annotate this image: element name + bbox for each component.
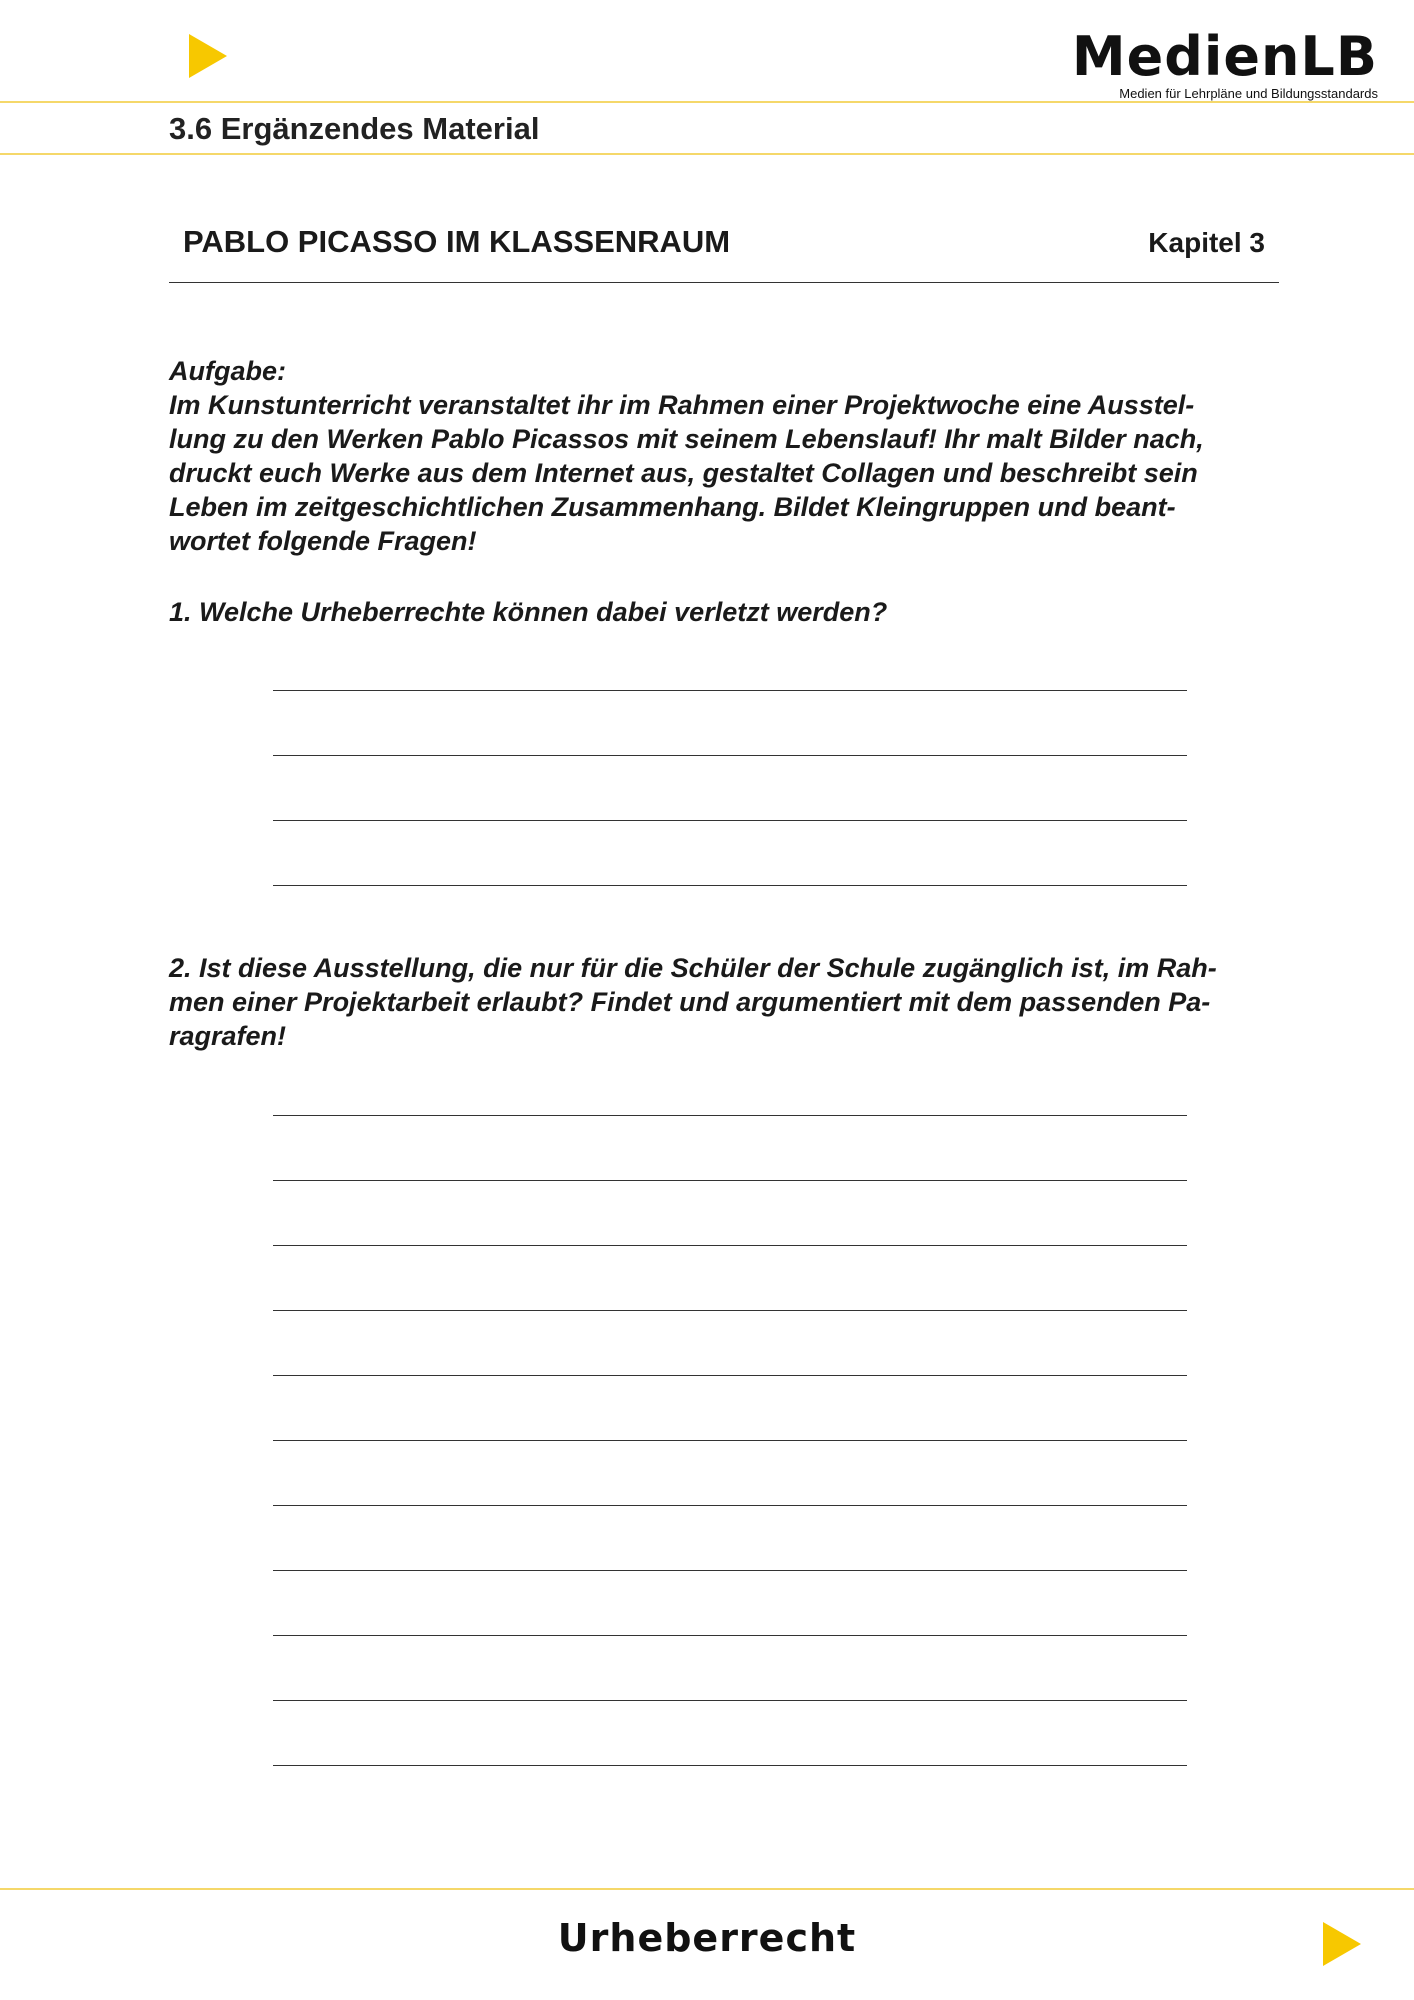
task-line: Aufgabe:: [169, 356, 286, 386]
answer-line-q1[interactable]: [273, 885, 1187, 886]
answer-line-q2[interactable]: [273, 1440, 1187, 1441]
title-row: [169, 220, 1279, 283]
answer-line-q2[interactable]: [273, 1570, 1187, 1571]
medienlb-logo: [1071, 25, 1378, 101]
task-line: wortet folgende Fragen!: [169, 526, 477, 556]
answer-line-q2[interactable]: [273, 1635, 1187, 1636]
answer-line-q2[interactable]: [273, 1310, 1187, 1311]
question-2: [169, 951, 1279, 1053]
answer-line-q1[interactable]: [273, 820, 1187, 821]
question-line: 2. Ist diese Ausstellung, die nur für die Schüler der Schule zugänglich ist, im Rah-: [169, 953, 1217, 983]
question-1: [169, 595, 1279, 629]
answer-line-q2[interactable]: [273, 1505, 1187, 1506]
footer-divider: [0, 1888, 1414, 1890]
task-description: [169, 354, 1279, 558]
answer-line-q1[interactable]: [273, 690, 1187, 691]
task-line: Leben im zeitgeschichtlichen Zusammenhang. Bildet Kleingruppen und beant-: [169, 492, 1176, 522]
task-line: lung zu den Werken Pablo Picassos mit seinem Lebenslauf! Ihr malt Bilder nach,: [169, 424, 1204, 454]
yellow-triangle-icon: [189, 34, 227, 78]
logo-wordmark: MedienLB: [1071, 25, 1378, 88]
question-line: 1. Welche Urheberrechte können dabei verletzt werden?: [169, 597, 888, 627]
chapter-label: Kapitel 3: [1148, 227, 1265, 258]
logo-tagline: Medien für Lehrpläne und Bildungsstandards: [1119, 86, 1378, 101]
section-heading: 3.6 Ergänzendes Material: [169, 111, 540, 146]
answer-line-q2[interactable]: [273, 1115, 1187, 1116]
page-title: PABLO PICASSO IM KLASSENRAUM: [183, 224, 731, 259]
answer-line-q1[interactable]: [273, 755, 1187, 756]
header-divider-bottom: [0, 153, 1414, 155]
answer-line-q2[interactable]: [273, 1765, 1187, 1766]
next-arrow-icon[interactable]: [1323, 1922, 1361, 1966]
footer-title: Urheberrecht: [557, 1916, 857, 1960]
task-line: druckt euch Werke aus dem Internet aus, gestaltet Collagen und beschreibt sein: [169, 458, 1198, 488]
header-divider-top: [0, 101, 1414, 103]
answer-line-q2[interactable]: [273, 1180, 1187, 1181]
question-line: men einer Projektarbeit erlaubt? Findet und argumentiert mit dem passenden Pa-: [169, 987, 1211, 1017]
answer-line-q2[interactable]: [273, 1700, 1187, 1701]
answer-line-q2[interactable]: [273, 1245, 1187, 1246]
question-line: ragrafen!: [169, 1021, 287, 1051]
task-line: Im Kunstunterricht veranstaltet ihr im Rahmen einer Projektwoche eine Ausstel-: [169, 390, 1195, 420]
answer-line-q2[interactable]: [273, 1375, 1187, 1376]
